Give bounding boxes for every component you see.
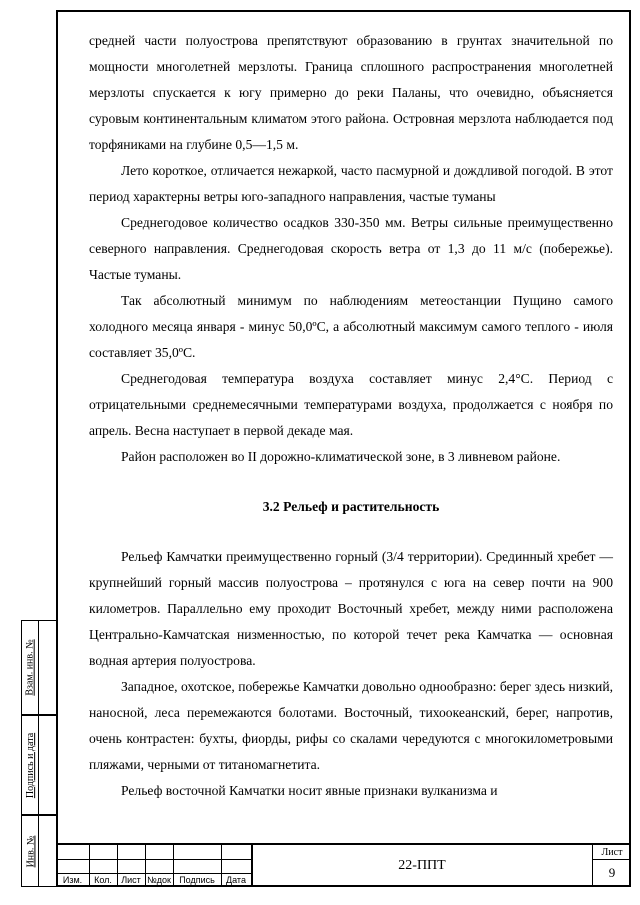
col-kol: Кол. (94, 875, 112, 885)
col-podpis: Подпись (179, 875, 215, 885)
side-label-inv: Инв. № (25, 835, 36, 867)
side-label-podp: Подпись и дата (25, 732, 36, 798)
col-ndok: №док (147, 875, 171, 885)
paragraph-relief: Рельеф Камчатки преимущественно горный (3/4 территории). Срединный хребет — крупнейший горный массив полуострова – протянулся с юга на север почти на 900 километров. Параллельно ему проходит Восточный хребет, между ними расположена Центрально-Камчатская низменностью, по которой течет река Камчатка — основная водная артерия полуострова. (89, 549, 613, 668)
section-heading: 3.2 Рельеф и растительность (262, 499, 440, 514)
document-body (89, 28, 613, 804)
paragraph-east-relief: Рельеф восточной Камчатки носит явные признаки вулканизма и (121, 783, 498, 798)
sheet-number: 9 (608, 865, 616, 880)
paragraph-precipitation: Среднегодовое количество осадков 330-350 мм. Ветры сильные преимущественно северного направления. Среднегодовая скорость ветра от 1,3 до 11 м/с (побережье). Частые туманы. (89, 215, 613, 282)
col-data: Дата (226, 875, 246, 885)
side-stamp-zam (21, 620, 56, 715)
paragraph-summer: Лето короткое, отличается нежаркой, часто пасмурной и дождливой погодой. В этот период характерны ветры юго-западного направления, частые туманы (89, 163, 613, 204)
paragraph-west-coast: Западное, охотское, побережье Камчатки довольно однообразно: берег здесь низкий, наносной, леса перемежаются болотами. Восточный, тихоокеанский, берег, напротив, очень контрастен: бухты, фиорды, рифы со скалами чередуются с многокилометровыми пляжами, черными от титаномагнетита. (89, 679, 613, 772)
document-code: 22-ППТ (398, 858, 446, 873)
paragraph-mean-temperature: Среднегодовая температура воздуха составляет минус 2,4°С. Период с отрицательными среднемесячными температурами воздуха, продолжается с ноября по апрель. Весна наступает в первой декаде мая. (89, 371, 613, 438)
side-stamp-inv (21, 815, 56, 887)
title-block (56, 843, 631, 887)
col-list: Лист (121, 875, 141, 885)
sheet-label: Лист (601, 846, 623, 858)
side-stamp-podp (21, 715, 56, 815)
paragraph-permafrost: средней части полуострова препятствуют образованию в грунтах значительной по мощности многолетней мерзлоты. Граница сплошного распространения многолетней мерзлоты спускается к югу примерно до реки Паланы, что очевидно, объясняется суровым континентальным климатом этого района. Островная мерзлота наблюдается под торфяниками на глубине 0,5—1,5 м. (89, 33, 613, 152)
col-izm: Изм. (62, 875, 83, 885)
paragraph-temperature-extremes: Так абсолютный минимум по наблюдениям метеостанции Пущино самого холодного месяца января - минус 50,0ºС, а абсолютный максимум самого теплого - июля составляет 35,0ºС. (89, 293, 613, 360)
side-label-zam: Взам. инв. № (25, 639, 37, 696)
paragraph-climate-zone: Район расположен во II дорожно-климатической зоне, в 3 ливневом районе. (121, 449, 561, 464)
